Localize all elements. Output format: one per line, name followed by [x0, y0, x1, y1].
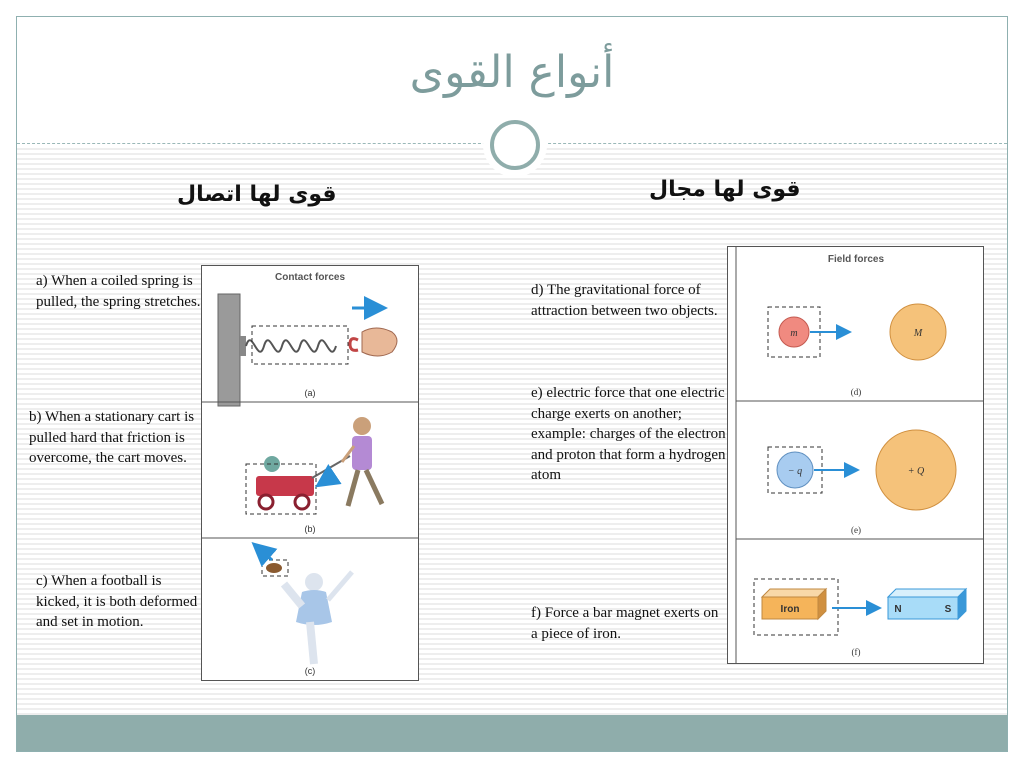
contact-figure-title: Contact forces: [274, 272, 346, 283]
figure-label-f: (f): [851, 647, 861, 657]
field-force-description-e: e) electric force that one electric charge exerts on another; example: charges of the electron and proton that form a hydrogen atom: [531, 385, 726, 483]
figure-label-c: (c): [304, 666, 316, 676]
football-kick-illustration: [256, 546, 352, 664]
charge-plus-q-label: + Q: [907, 466, 925, 477]
figure-label-b: (b): [304, 524, 316, 534]
cart-illustration: [246, 417, 382, 514]
contact-forces-heading: قوى لها اتصال: [177, 182, 337, 207]
figure-label-a: (a): [304, 388, 316, 398]
circle-ornament-icon: [483, 113, 547, 177]
iron-label: Iron: [780, 604, 800, 615]
footer-band: [17, 715, 1007, 751]
mass-m-label: m: [790, 328, 798, 339]
contact-force-description-c: c) When a football is kicked, it is both deformed and set in motion.: [36, 573, 198, 630]
field-forces-heading: قوى لها مجال: [649, 177, 801, 202]
contact-force-description-a: a) When a coiled spring is pulled, the spring stretches.: [36, 273, 201, 310]
field-forces-figure: [727, 246, 984, 664]
figure-label-d: (d): [850, 387, 862, 397]
field-force-description-f: f) Force a bar magnet exerts on a piece of iron.: [531, 605, 719, 642]
contact-forces-figure: [201, 265, 419, 681]
magnet-n-label: N: [894, 604, 902, 615]
mass-big-m-label: M: [913, 328, 923, 339]
slide: [16, 16, 1008, 752]
slide-title: أنواع القوى: [409, 47, 615, 98]
field-force-description-d: d) The gravitational force of attraction between two objects.: [531, 282, 718, 319]
contact-force-description-b: b) When a stationary cart is pulled hard that friction is overcome, the cart moves.: [29, 409, 195, 466]
figure-label-e: (e): [851, 525, 861, 535]
charge-minus-q-label: − q: [787, 466, 803, 477]
field-figure-title: Field forces: [827, 254, 885, 265]
magnet-s-label: S: [944, 604, 952, 615]
